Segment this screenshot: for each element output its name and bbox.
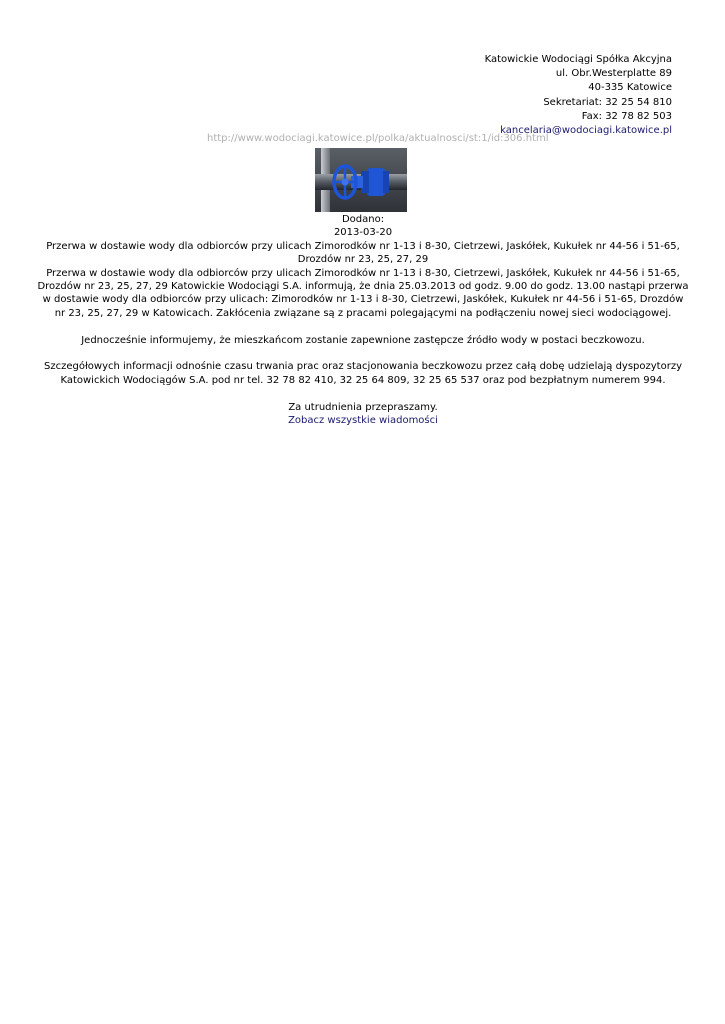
article-body-3: Szczegółowych informacji odnośnie czasu trwania prac oraz stacjonowania beczkowozu przez całą dobę udzielają dyspozytorzy Katowickich Wodociągów S.A. pod nr tel. 32 78 82 410, 32 25 64 809, 32 25 65 537 oraz pod bezpłatnym numerem 994. xyxy=(43,361,682,386)
all-news-link[interactable]: Zobacz wszystkie wiadomości xyxy=(288,415,438,427)
company-city: 40-335 Katowice xyxy=(588,82,672,94)
company-name: Katowickie Wodociągi Spółka Akcyjna xyxy=(484,54,672,65)
company-fax: Fax: 32 78 82 503 xyxy=(581,110,672,122)
source-url: http://www.wodociagi.katowice.pl/polka/aktualnosci/st:1/id:306.html xyxy=(207,133,549,144)
added-date: 2013-03-20 xyxy=(333,227,393,239)
article-body-2: Jednocześnie informujemy, że mieszkańcom zostanie zapewnione zastępcze źródło wody w postaci beczkowozu. xyxy=(81,334,645,346)
article-body-1: Przerwa w dostawie wody dla odbiorców przy ulicach Zimorodków nr 1-13 i 8-30, Cietrzewi, Jaskółek, Kukułek nr 44-56 i 51-65, Drozdów nr 23, 25, 27, 29 Katowickie Wodociągi S.A. informują, że dnia 25.03.2013 od godz. 9.00 do godz. 13.00 nastąpi przerwa w dostawie wody dla odbiorców przy ulicach: Zimorodków nr 1-13 i 8-30, Cietrzewi, Jaskółek, Kukułek nr 44-56 i 51-65, Drozdów nr 23, 25, 27, 29 w Katowicach. Zakłócenia związane są z pracami polegającymi na podłączeniu nowej sieci wodociągowej. xyxy=(37,267,689,319)
added-label: Dodano: xyxy=(341,214,385,225)
company-street: ul. Obr.Westerplatte 89 xyxy=(555,68,672,80)
company-header xyxy=(485,53,672,138)
article-closing: Za utrudnienia przepraszamy. xyxy=(288,401,438,413)
article-title: Przerwa w dostawie wody dla odbiorców przy ulicach Zimorodków nr 1-13 i 8-30, Cietrzewi, Jaskółek, Kukułek nr 44-56 i 51-65, Drozdów nr 23, 25, 27, 29 xyxy=(46,240,680,266)
company-secretariat: Sekretariat: 32 25 54 810 xyxy=(543,96,672,108)
company-email-link[interactable]: kancelaria@wodociagi.katowice.pl xyxy=(500,125,672,137)
news-article xyxy=(36,213,690,427)
valve-photo xyxy=(315,148,407,212)
